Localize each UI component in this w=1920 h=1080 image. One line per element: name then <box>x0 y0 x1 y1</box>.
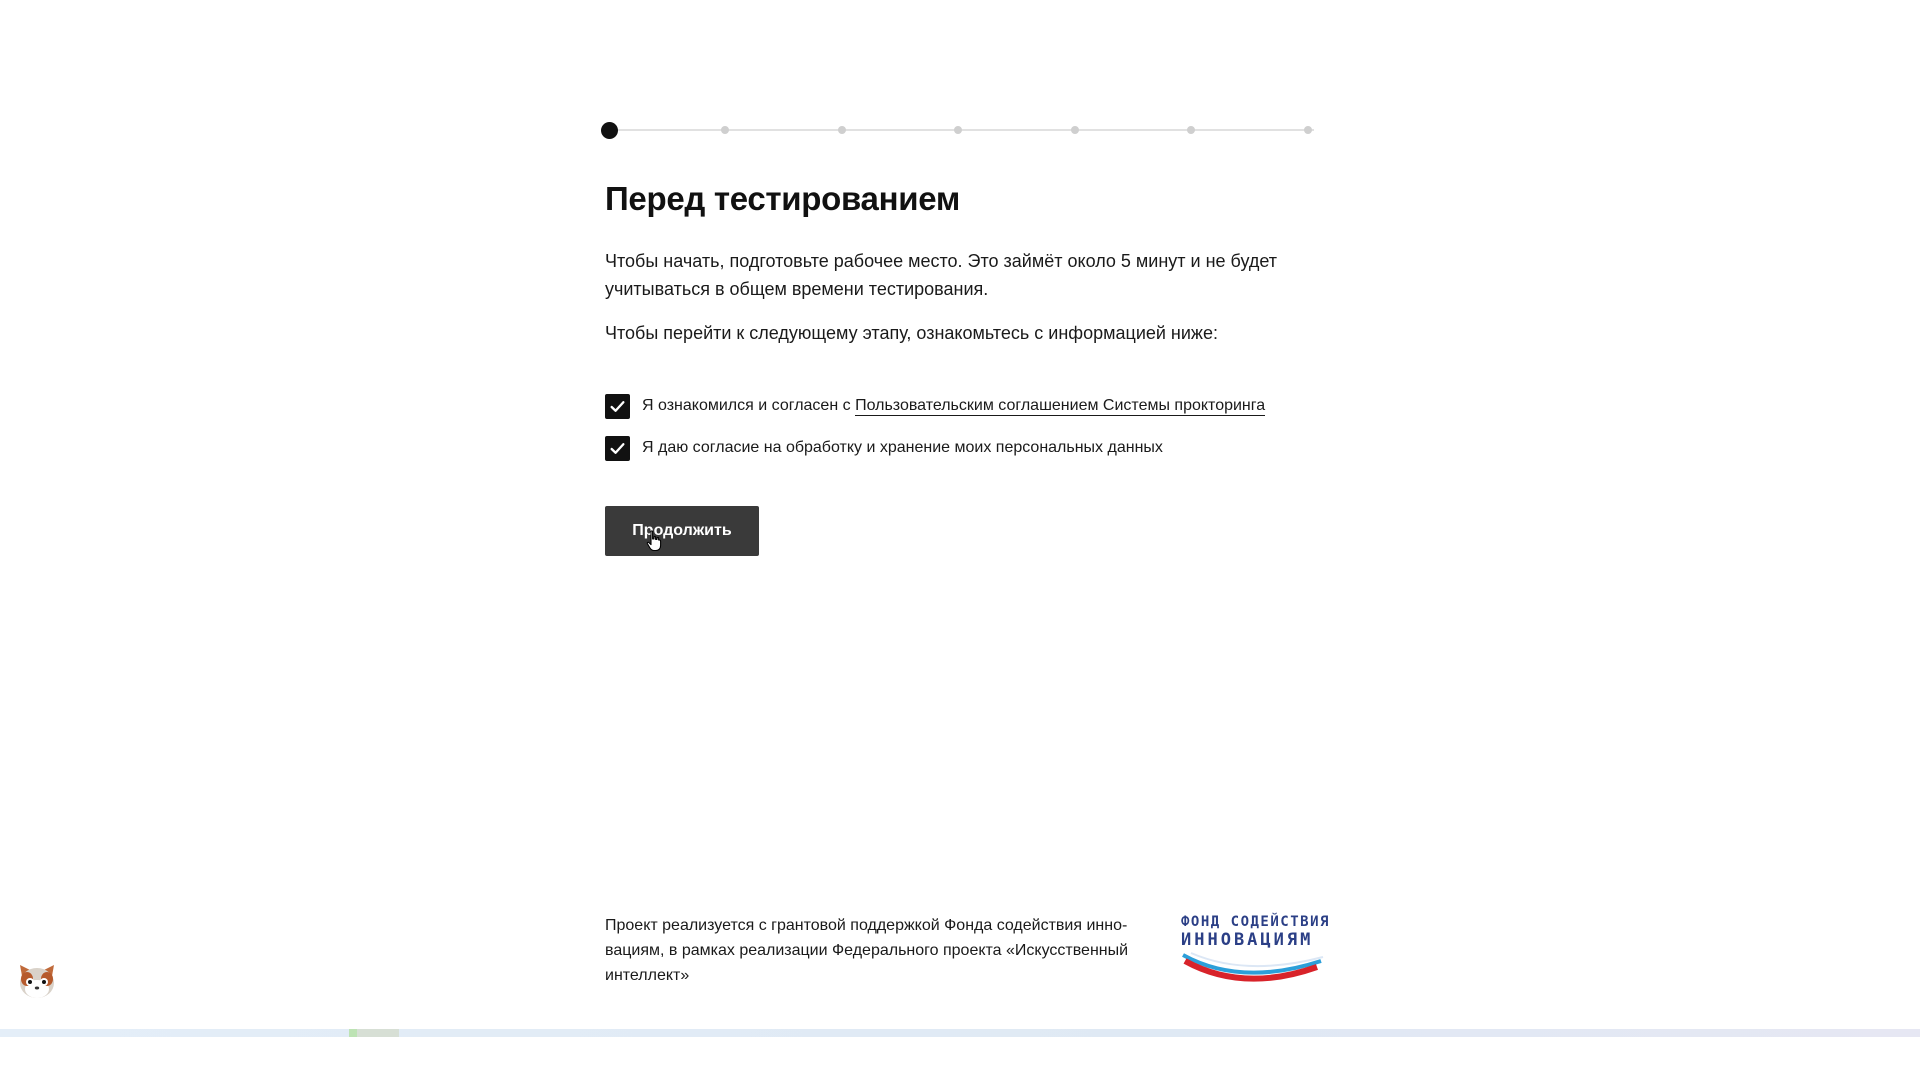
logo-wave-icon <box>1181 947 1331 987</box>
mascot-icon[interactable] <box>16 962 58 1002</box>
step-3-dot <box>838 126 846 134</box>
continue-button[interactable] <box>605 506 759 556</box>
check-icon <box>609 398 626 415</box>
step-5-dot <box>1071 126 1079 134</box>
agreement-checkbox[interactable] <box>605 394 630 419</box>
personal-data-label: Я даю согласие на обработку и хранение моих персональных данных <box>642 439 1163 456</box>
footer-text: Проект реализуется с грантовой поддержкой Фонда содействия инно-вациям, в рамках реализации Федерального проекта «Искусственный интеллект» <box>605 917 1129 984</box>
agreement-label <box>642 397 1265 415</box>
progress-stepper <box>600 120 1314 140</box>
fund-logo[interactable] <box>1181 913 1331 985</box>
strip-marker <box>357 1029 399 1037</box>
step-7-dot <box>1304 126 1312 134</box>
consent-personal-data-row <box>605 434 1325 462</box>
agreement-label-prefix: Я ознакомился и согласен с <box>642 397 856 414</box>
consent-list <box>605 392 1325 462</box>
continue-button-label: Продолжить <box>632 522 732 539</box>
bottom-status-strip <box>0 1029 1920 1037</box>
hand-pointer-icon <box>646 530 662 552</box>
check-icon <box>609 440 626 457</box>
intro-text: Чтобы начать, подготовьте рабочее место. Это займёт около 5 минут и не будет учитываться в общем времени тестирования. <box>605 251 1278 299</box>
page-title: Перед тестированием <box>605 180 960 217</box>
consent-agreement-row <box>605 392 1325 420</box>
logo-line-1: ФОНД СОДЕЙСТВИЯ <box>1181 914 1330 930</box>
main-content <box>605 175 1325 556</box>
step-2-dot <box>721 126 729 134</box>
next-step-text: Чтобы перейти к следующему этапу, ознакомьтесь с информацией ниже: <box>605 323 1218 343</box>
footer <box>605 913 1330 993</box>
step-4-dot <box>954 126 962 134</box>
strip-marker <box>349 1029 357 1037</box>
logo-line-2: ИННОВАЦИЯМ <box>1181 930 1314 950</box>
user-agreement-link[interactable]: Пользовательским соглашением Системы прокторинга <box>855 397 1266 414</box>
step-6-dot <box>1187 126 1195 134</box>
personal-data-checkbox[interactable] <box>605 436 630 461</box>
step-1-dot <box>601 122 618 139</box>
